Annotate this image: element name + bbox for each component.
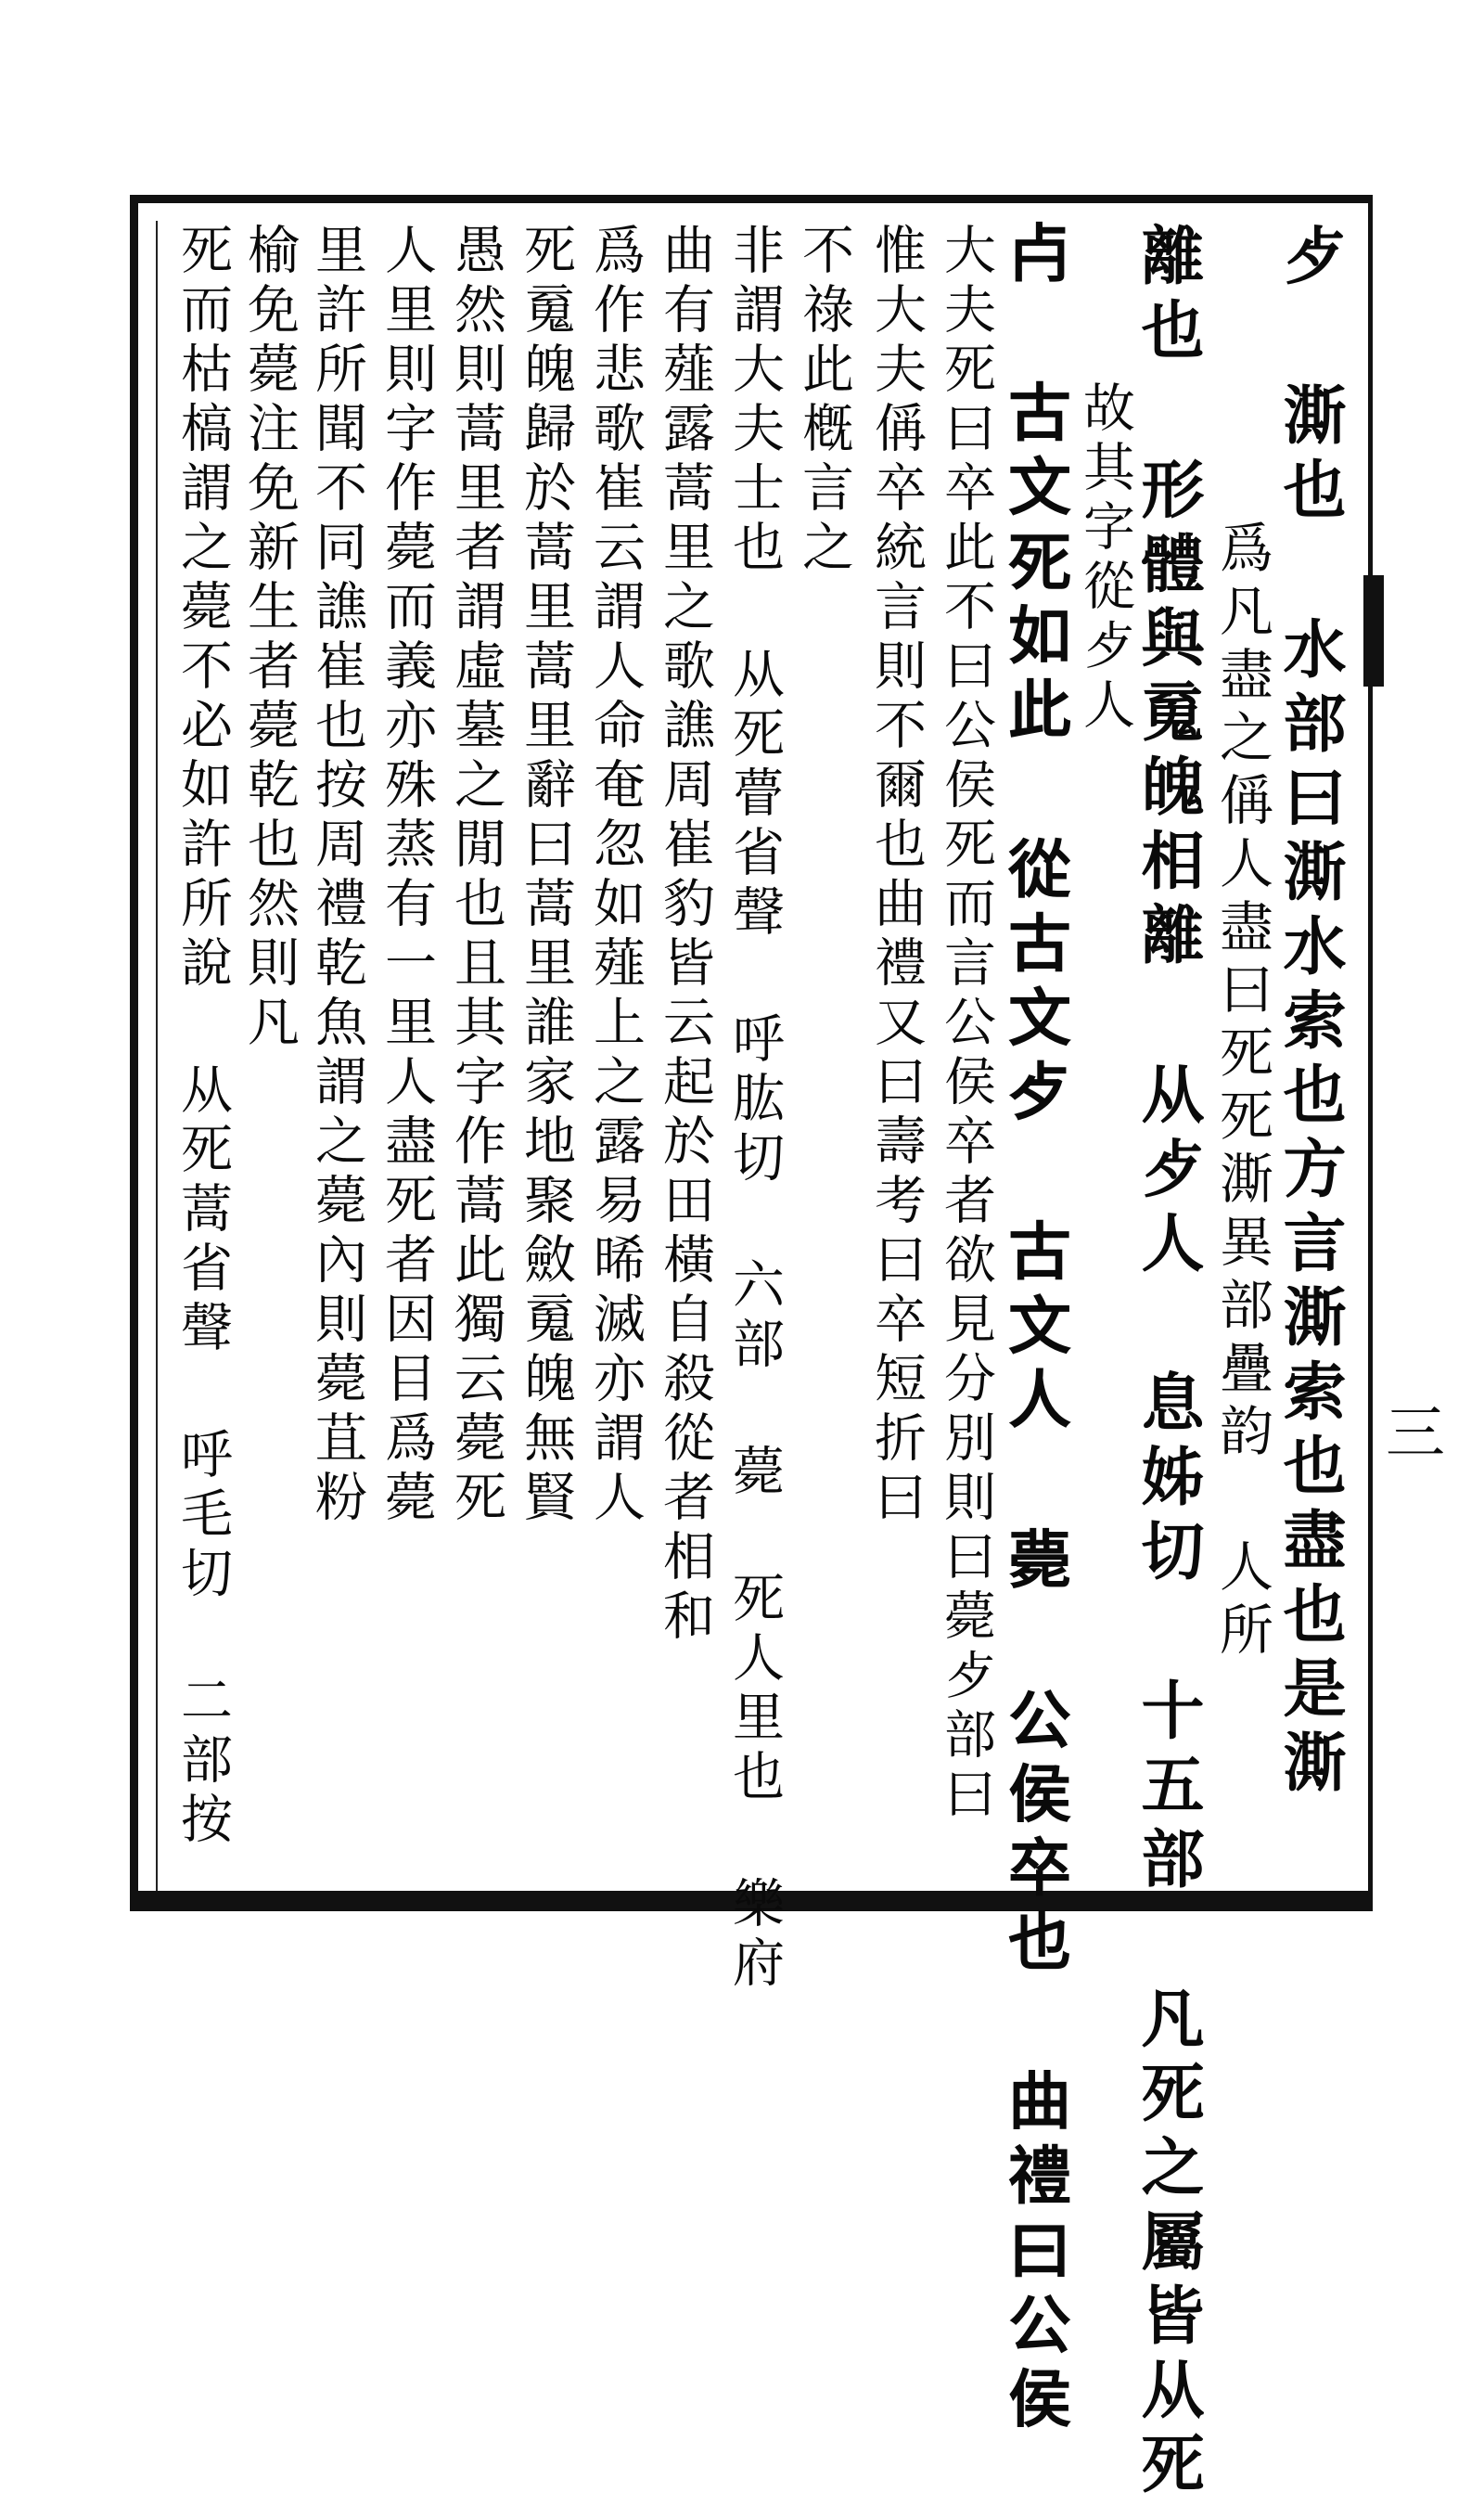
text-column: 惟大夫偁卒統言則不爾也曲禮又曰壽考曰卒短折曰 [866, 223, 927, 1529]
fishtail-mark [1363, 575, 1384, 687]
text-column: 榆免薨注免新生者薨乾也然則凡 [239, 223, 300, 1054]
text-column: 故其字從歺人 [1075, 380, 1135, 737]
text-column: 離也 形體與䰟魄相離 从歺人 息姊切 十五部 凡死之屬皆从死 [1131, 223, 1205, 2505]
text-column: 死而枯槁謂之薨不必如許所說 从死蒿省聲 呼毛切 二部按 [173, 223, 233, 1851]
text-column: 愚然則蒿里者謂虛墓之閒也且其字作蒿此獨云薨死 [446, 223, 506, 1529]
text-column: 里許所聞不同譙崔也按周禮乾魚謂之薨內則薨苴粉 [307, 223, 367, 1529]
folio-number: 三 [1375, 1401, 1444, 1460]
text-column: 歺 澌也 水部曰澌水索也方言澌索也盡也是澌 [1273, 223, 1347, 1804]
text-column: 爲凡盡之偁人盡曰死死澌異部疊韵 人所 [1210, 520, 1273, 1664]
text-column: 非謂大夫士也 从死瞢省聲 呼肱切 六部 薨 死人里也 樂府 [724, 223, 785, 1995]
text-column: 死䰟魄歸於蒿里蒿里辭曰蒿里誰家地聚斂䰟魄無賢 [516, 223, 576, 1529]
text-column: 不祿此槪言之 [794, 223, 854, 579]
inner-rule [156, 221, 158, 1891]
text-column: 爲作悲歌崔云謂人命奄忽如薤上之露易晞滅亦謂人 [585, 223, 646, 1529]
text-column: 𣦵 古文死如此 從古文歺 古文人 薨 公侯卒也 曲禮曰公侯 [1001, 223, 1075, 2442]
text-column: 曲有薤露蒿里之歌譙周崔豹皆云起於田橫自殺從者相和 [655, 223, 715, 1648]
text-column: 人里則字作薨而義亦殊蒸有一里人盡死者因目爲薨 [377, 223, 437, 1529]
text-column: 大夫死曰卒此不曰公侯死而言公侯卒者欲見分別則曰薨歺部曰 [936, 223, 996, 1826]
